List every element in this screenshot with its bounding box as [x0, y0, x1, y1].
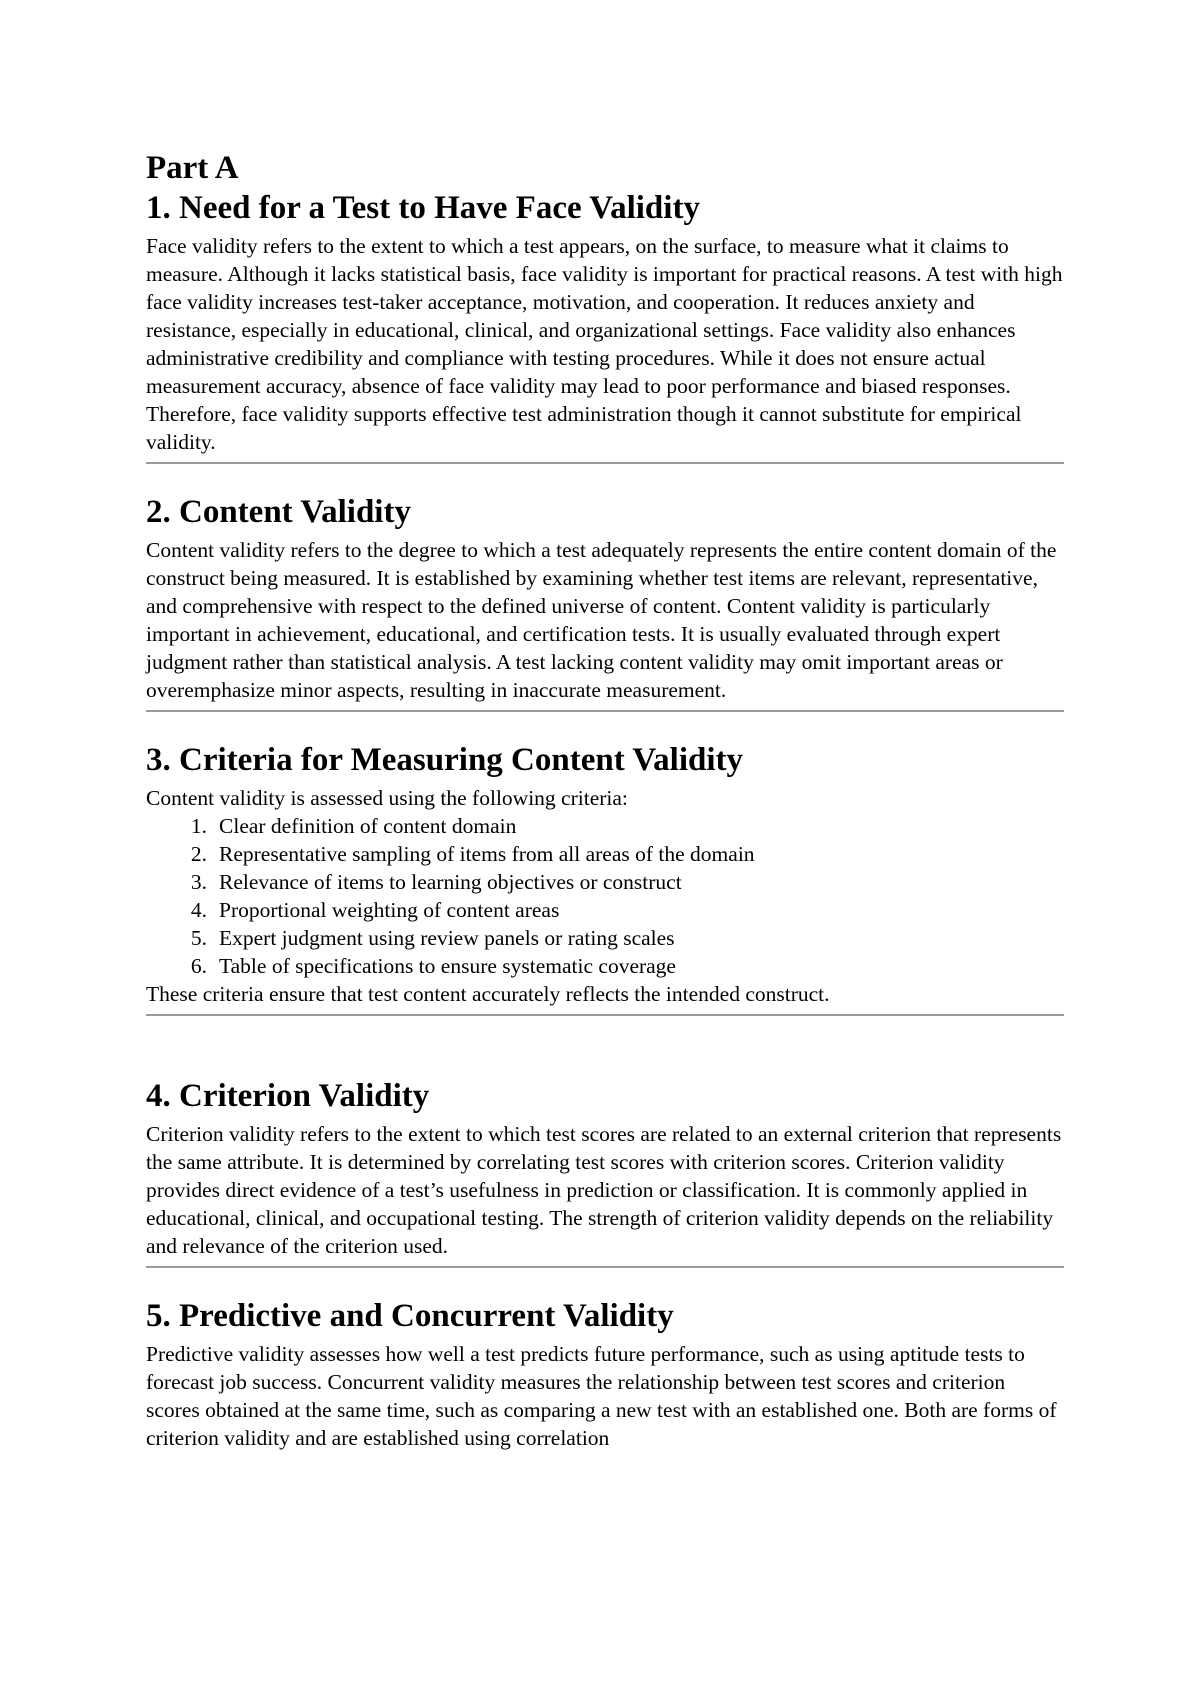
section-outro: These criteria ensure that test content accurately reflects the intended construct. [146, 982, 830, 1006]
list-item-text: Representative sampling of items from all areas of the domain [219, 842, 755, 866]
list-item-number: 1. [190, 814, 207, 838]
section-divider [146, 1266, 1064, 1268]
section-body: Criterion validity refers to the extent to which test scores are related to an external criterion that represents the same attribute. It is determined by correlating test scores with criterion scores. Criterion validity provides direct evidence of a test’s usefulness in prediction or classification. It is commonly applied in educational, clinical, and occupational testing. The strength of criterion validity depends on the reliability and relevance of the criterion used. [146, 1122, 1062, 1258]
document-page [146, 148, 1064, 1452]
list-item-number: 6. [190, 954, 207, 978]
section-title: 2. Content Validity [146, 494, 411, 530]
section-face-validity [146, 188, 1064, 464]
section-divider [146, 710, 1064, 712]
list-item [146, 896, 1064, 924]
part-title: Part A [146, 150, 239, 186]
list-item-text: Proportional weighting of content areas [219, 898, 560, 922]
list-item-text: Relevance of items to learning objectives or construct [219, 870, 682, 894]
section-title: 3. Criteria for Measuring Content Validity [146, 742, 744, 778]
section-title: 4. Criterion Validity [146, 1078, 430, 1114]
list-item [146, 924, 1064, 952]
list-item [146, 952, 1064, 980]
list-item-text: Table of specifications to ensure systematic coverage [219, 954, 676, 978]
list-item-text: Clear definition of content domain [219, 814, 517, 838]
section-divider [146, 1014, 1064, 1016]
section-divider [146, 462, 1064, 464]
section-body: Predictive validity assesses how well a test predicts future performance, such as using aptitude tests to forecast job success. Concurrent validity measures the relationship between test scores and criterion scores obtained at the same time, such as comparing a new test with an established one. Both are forms of criterion validity and are established using correlation [146, 1342, 1057, 1450]
section-predictive-concurrent-validity [146, 1296, 1064, 1452]
list-item-number: 5. [190, 926, 207, 950]
section-criteria-content-validity [146, 740, 1064, 1016]
list-item-number: 4. [190, 898, 207, 922]
section-criterion-validity [146, 1076, 1064, 1268]
criteria-list [146, 812, 1064, 980]
list-item-number: 3. [190, 870, 207, 894]
section-body: Face validity refers to the extent to which a test appears, on the surface, to measure what it claims to measure. Although it lacks statistical basis, face validity is important for practical reasons. A test with high face validity increases test-taker acceptance, motivation, and cooperation. It reduces anxiety and resistance, especially in educational, clinical, and organizational settings. Face validity also enhances administrative credibility and compliance with testing procedures. While it does not ensure actual measurement accuracy, absence of face validity may lead to poor performance and biased responses. Therefore, face validity supports effective test administration though it cannot substitute for empirical validity. [146, 234, 1063, 454]
section-title: 1. Need for a Test to Have Face Validity [146, 190, 700, 226]
list-item [146, 812, 1064, 840]
section-title: 5. Predictive and Concurrent Validity [146, 1298, 674, 1334]
list-item [146, 840, 1064, 868]
section-content-validity [146, 492, 1064, 712]
list-item [146, 868, 1064, 896]
list-item-text: Expert judgment using review panels or rating scales [219, 926, 675, 950]
list-item-number: 2. [190, 842, 207, 866]
section-intro: Content validity is assessed using the following criteria: [146, 786, 628, 810]
section-body: Content validity refers to the degree to which a test adequately represents the entire content domain of the construct being measured. It is established by examining whether test items are relevant, representative, and comprehensive with respect to the defined universe of content. Content validity is particularly important in achievement, educational, and certification tests. It is usually evaluated through expert judgment rather than statistical analysis. A test lacking content validity may omit important areas or overemphasize minor aspects, resulting in inaccurate measurement. [146, 538, 1057, 702]
